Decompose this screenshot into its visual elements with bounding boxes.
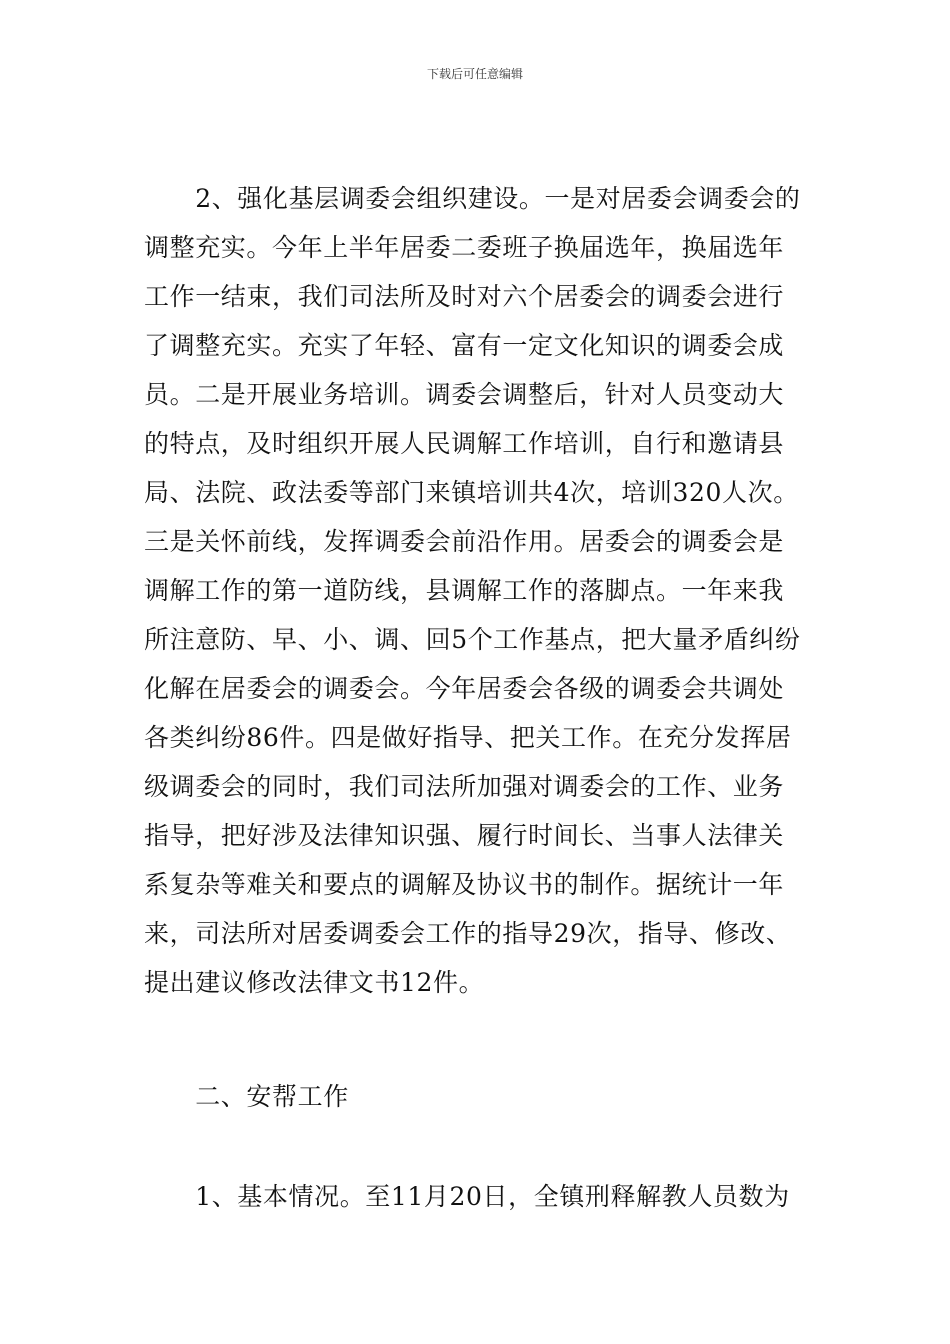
text-line: 了调整充实。充实了年轻、富有一定文化知识的调委会成 (144, 331, 785, 360)
text-line: 所注意防、早、小、调、回5个工作基点，把大量矛盾纠纷 (144, 625, 801, 654)
text-line: 工作一结束，我们司法所及时对六个居委会的调委会进行 (144, 282, 785, 311)
text-line: 提出建议修改法律文书12件。 (144, 968, 485, 997)
text-line: 调整充实。今年上半年居委二委班子换届选年，换届选年 (144, 233, 785, 262)
text-line: 各类纠纷86件。四是做好指导、把关工作。在充分发挥居 (144, 723, 792, 752)
text-line: 员。二是开展业务培训。调委会调整后，针对人员变动大 (144, 380, 785, 409)
text-line: 化解在居委会的调委会。今年居委会各级的调委会共调处 (144, 674, 785, 703)
text-line: 局、法院、政法委等部门来镇培训共4次，培训320人次。 (144, 478, 799, 507)
text-line: 指导，把好涉及法律知识强、履行时间长、当事人法律关 (144, 821, 785, 850)
text-line: 的特点，及时组织开展人民调解工作培训，自行和邀请县 (144, 429, 785, 458)
text-line: 二、安帮工作 (144, 1082, 349, 1111)
text-line: 2、强化基层调委会组织建设。一是对居委会调委会的 (144, 184, 801, 213)
text-line: 调解工作的第一道防线，县调解工作的落脚点。一年来我 (144, 576, 785, 605)
page-header: 下载后可任意编辑 (426, 67, 523, 81)
section-heading-resettlement (144, 1072, 808, 1121)
paragraph-basic-situation (144, 1172, 808, 1221)
text-line: 级调委会的同时，我们司法所加强对调委会的工作、业务 (144, 772, 785, 801)
text-line: 1、基本情况。至11月20日，全镇刑释解教人员数为 (144, 1182, 790, 1211)
text-line: 三是关怀前线，发挥调委会前沿作用。居委会的调委会是 (144, 527, 785, 556)
paragraph-mediation-committee (144, 174, 808, 1007)
text-line: 系复杂等难关和要点的调解及协议书的制作。据统计一年 (144, 870, 785, 899)
text-line: 来，司法所对居委调委会工作的指导29次，指导、修改、 (144, 919, 792, 948)
